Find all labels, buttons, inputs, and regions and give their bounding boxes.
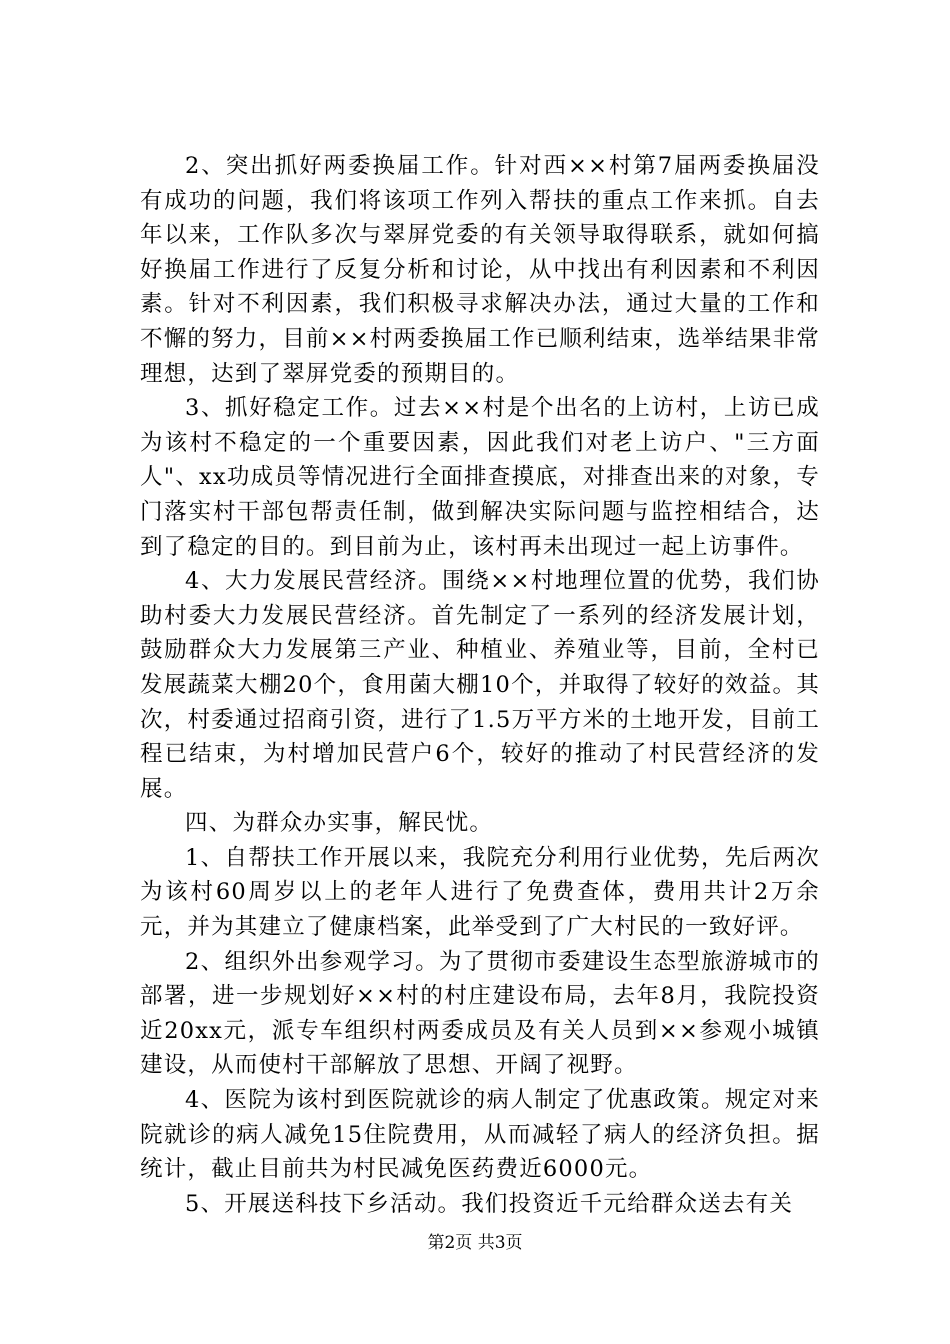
paragraph-hospital-discount: 4、医院为该村到医院就诊的病人制定了优惠政策。规定对来院就诊的病人减免15住院费用，从而减轻了病人的经济负担。据统计，截止目前共为村民减免医药费近6000元。 (140, 1087, 820, 1183)
paragraph-science-activity: 5、开展送科技下乡活动。我们投资近千元给群众送去有关 (185, 1190, 794, 1217)
document-body (140, 149, 820, 1221)
paragraph-study-visit: 2、组织外出参观学习。为了贯彻市委建设生态型旅游城市的部署，进一步规划好××村的村庄建设布局，去年8月，我院投资近20xx元，派专车组织村两委成员及有关人员到××参观小城镇建设，从而使村干部解放了思想、开阔了视野。 (140, 948, 820, 1079)
section-heading-practical-matters: 四、为群众办实事，解民忧。 (185, 810, 494, 837)
page-number-footer: 第2页 共3页 (427, 1233, 523, 1253)
paragraph-stability-work: 3、抓好稳定工作。过去××村是个出名的上访村，上访已成为该村不稳定的一个重要因素，因此我们对老上访户、"三方面人"、xx功成员等情况进行全面排查摸底，对排查出来的对象，专门落实村干部包帮责任制，做到解决实际问题与监控相结合，达到了稳定的目的。到目前为止，该村再未出现过一起上访事件。 (140, 395, 820, 560)
paragraph-free-checkups: 1、自帮扶工作开展以来，我院充分利用行业优势，先后两次为该村60周岁以上的老年人进行了免费查体，费用共计2万余元，并为其建立了健康档案，此举受到了广大村民的一致好评。 (140, 844, 820, 941)
paragraph-election-work: 2、突出抓好两委换届工作。针对西××村第7届两委换届没有成功的问题，我们将该项工作列入帮扶的重点工作来抓。自去年以来，工作队多次与翠屏党委的有关领导取得联系，就如何搞好换届工作进行了反复分析和讨论，从中找出有利因素和不利因素。针对不利因素，我们积极寻求解决办法，通过大量的工作和不懈的努力，目前××村两委换届工作已顺利结束，选举结果非常理想，达到了翠屏党委的预期目的。 (140, 153, 821, 387)
paragraph-private-economy: 4、大力发展民营经济。围绕××村地理位置的优势，我们协助村委大力发展民营经济。首先制定了一系列的经济发展计划，鼓励群众大力发展第三产业、种植业、养殖业等，目前，全村已发展蔬菜大棚20个，食用菌大棚10个，并取得了较好的效益。其次，村委通过招商引资，进行了1.5万平方米的土地开发，目前工程已结束，为村增加民营户6个，较好的推动了村民营经济的发展。 (140, 568, 820, 802)
